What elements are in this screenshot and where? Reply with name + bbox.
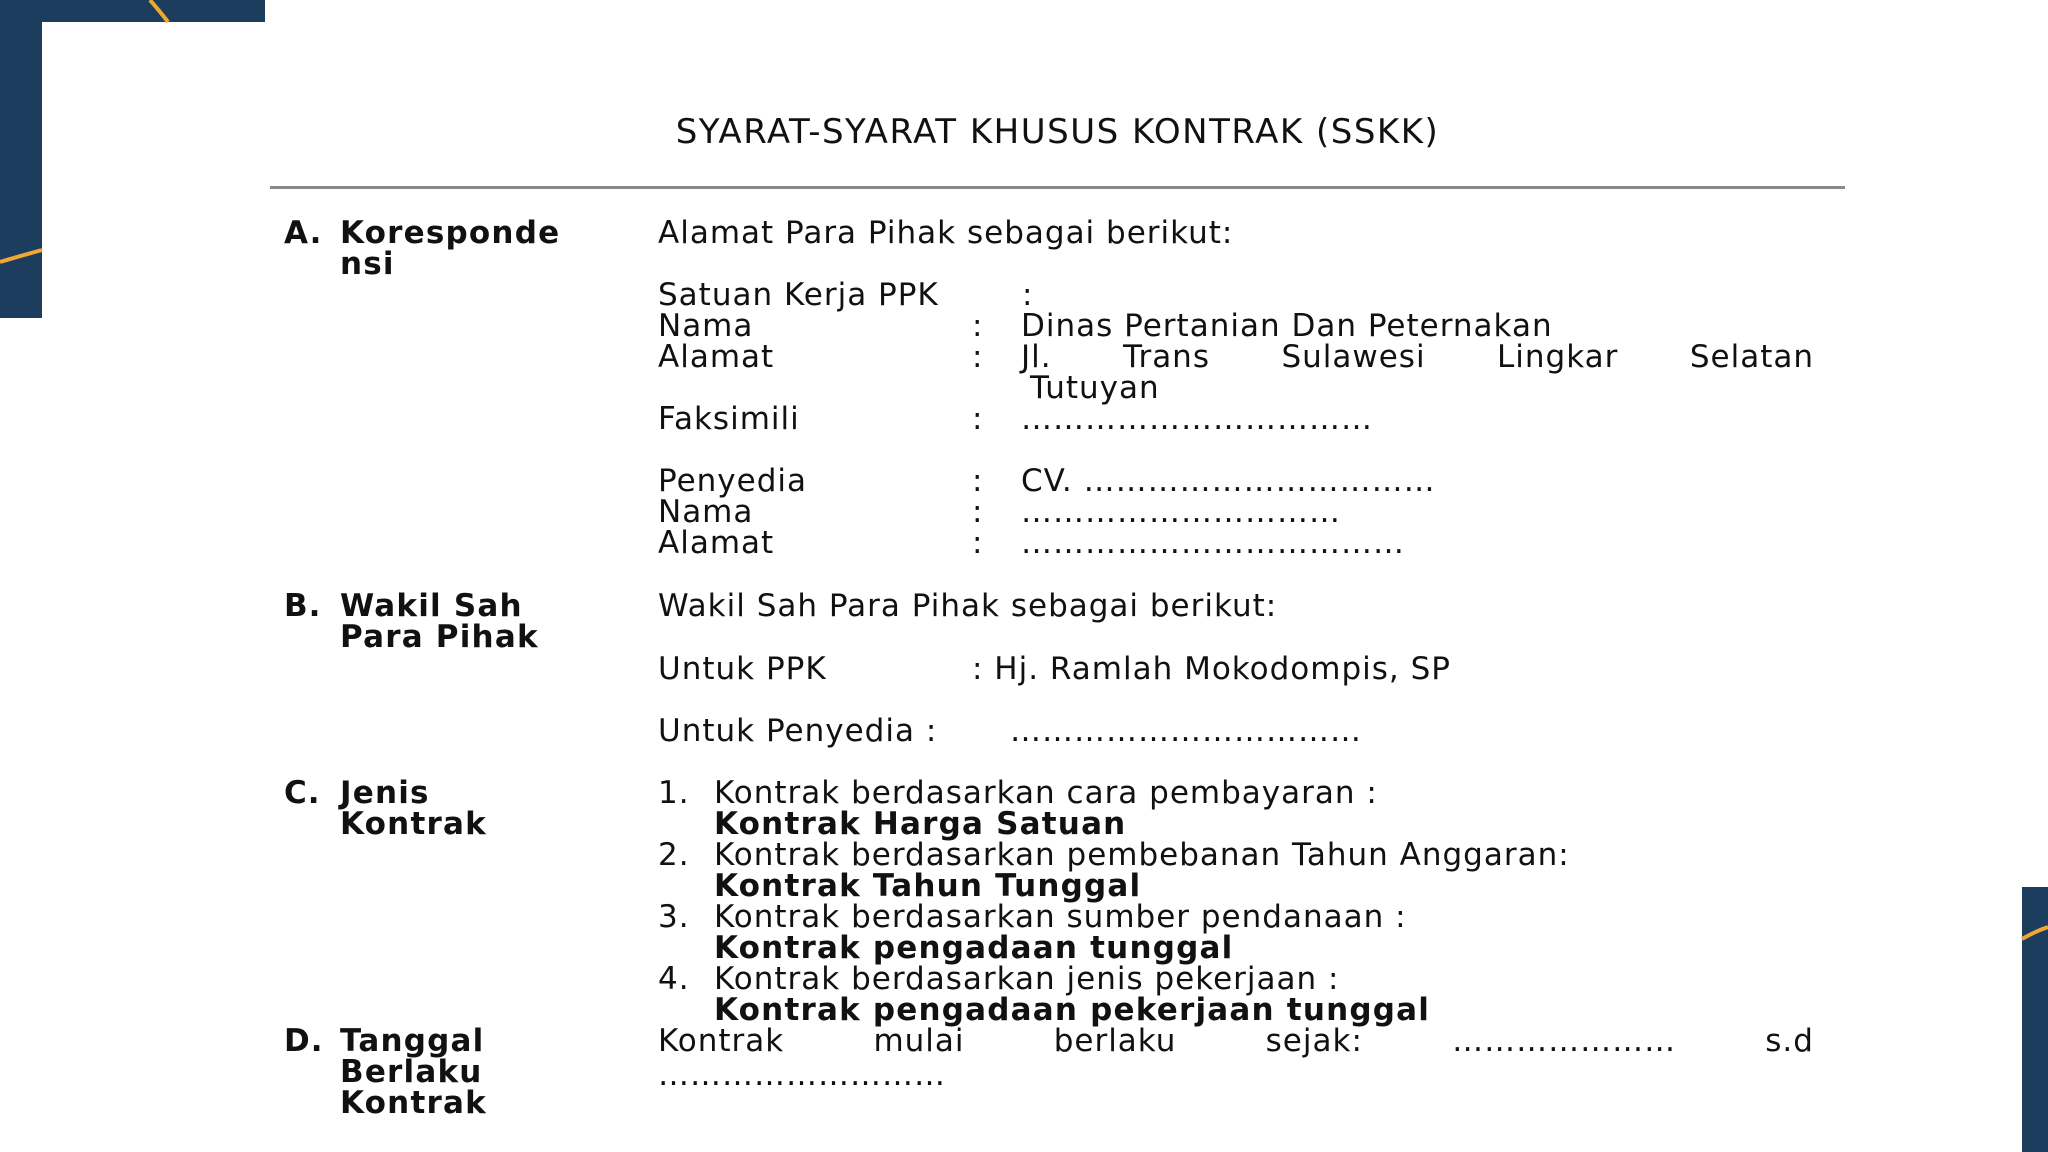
penyedia-nama-colon: : xyxy=(972,494,984,530)
title-divider xyxy=(270,186,1845,189)
alamat-label: Alamat xyxy=(658,339,775,375)
list-item-4-number: 4. xyxy=(658,961,690,997)
section-d-letter: D. xyxy=(284,1023,324,1059)
penyedia-nama-label: Nama xyxy=(658,494,754,530)
ppk-colon: : xyxy=(1022,277,1034,313)
list-item-2-text: Kontrak berdasarkan pembebanan Tahun Anggaran: xyxy=(714,837,1570,873)
untuk-ppk-value: : Hj. Ramlah Mokodompis, SP xyxy=(972,651,1451,687)
ppk-label: Satuan Kerja PPK xyxy=(658,277,939,313)
section-c-heading: Jenis Kontrak xyxy=(340,775,487,842)
faksimili-label: Faksimili xyxy=(658,401,800,437)
penyedia-label: Penyedia xyxy=(658,463,808,499)
section-b-intro: Wakil Sah Para Pihak sebagai berikut: xyxy=(658,588,1278,624)
alamat-value: Jl. Trans Sulawesi Lingkar Selatan xyxy=(1021,339,1814,375)
nama-colon: : xyxy=(972,308,984,344)
penyedia-alamat-colon: : xyxy=(972,525,984,561)
section-d-heading: Tanggal Berlaku Kontrak xyxy=(340,1023,487,1121)
list-item-1-bold: Kontrak Harga Satuan xyxy=(714,806,1127,842)
list-item-3-bold: Kontrak pengadaan tunggal xyxy=(714,930,1234,966)
section-b-heading: Wakil Sah Para Pihak xyxy=(340,588,539,655)
untuk-ppk-label: Untuk PPK xyxy=(658,651,827,687)
penyedia-value: CV. …………………………… xyxy=(1021,463,1436,499)
untuk-penyedia-label: Untuk Penyedia : xyxy=(658,713,938,749)
penyedia-colon: : xyxy=(972,463,984,499)
faksimili-colon: : xyxy=(972,401,984,437)
section-c-letter: C. xyxy=(284,775,321,811)
nama-label: Nama xyxy=(658,308,754,344)
list-item-2-bold: Kontrak Tahun Tunggal xyxy=(714,868,1142,904)
section-b-letter: B. xyxy=(284,588,322,624)
faksimili-value: …………………………… xyxy=(1021,401,1373,437)
list-item-3-text: Kontrak berdasarkan sumber pendanaan : xyxy=(714,899,1407,935)
section-a-intro: Alamat Para Pihak sebagai berikut: xyxy=(658,215,1234,251)
section-a-heading: Koresponde nsi xyxy=(340,215,561,282)
nama-value: Dinas Pertanian Dan Peternakan xyxy=(1021,308,1553,344)
document-title: SYARAT-SYARAT KHUSUS KONTRAK (SSKK) xyxy=(675,112,1440,152)
penyedia-nama-value: ………………………… xyxy=(1021,494,1341,530)
corner-decoration-bottom-right xyxy=(2018,887,2048,1152)
list-item-3-number: 3. xyxy=(658,899,690,935)
list-item-4-text: Kontrak berdasarkan jenis pekerjaan : xyxy=(714,961,1340,997)
penyedia-alamat-value: ……………………………… xyxy=(1021,525,1405,561)
list-item-1-text: Kontrak berdasarkan cara pembayaran : xyxy=(714,775,1378,811)
list-item-2-number: 2. xyxy=(658,837,690,873)
list-item-1-number: 1. xyxy=(658,775,690,811)
alamat-value-cont: Tutuyan xyxy=(1030,370,1160,406)
corner-decoration-top-left xyxy=(0,0,265,318)
section-d-line1: Kontrak mulai berlaku sejak: ………………… s.d xyxy=(658,1023,1814,1059)
penyedia-alamat-label: Alamat xyxy=(658,525,775,561)
alamat-colon: : xyxy=(972,339,984,375)
section-a-letter: A. xyxy=(284,215,323,251)
list-item-4-bold: Kontrak pengadaan pekerjaan tunggal xyxy=(714,992,1431,1028)
section-d-line2: ……………………… xyxy=(658,1057,946,1093)
untuk-penyedia-value: …………………………… xyxy=(1010,713,1362,749)
